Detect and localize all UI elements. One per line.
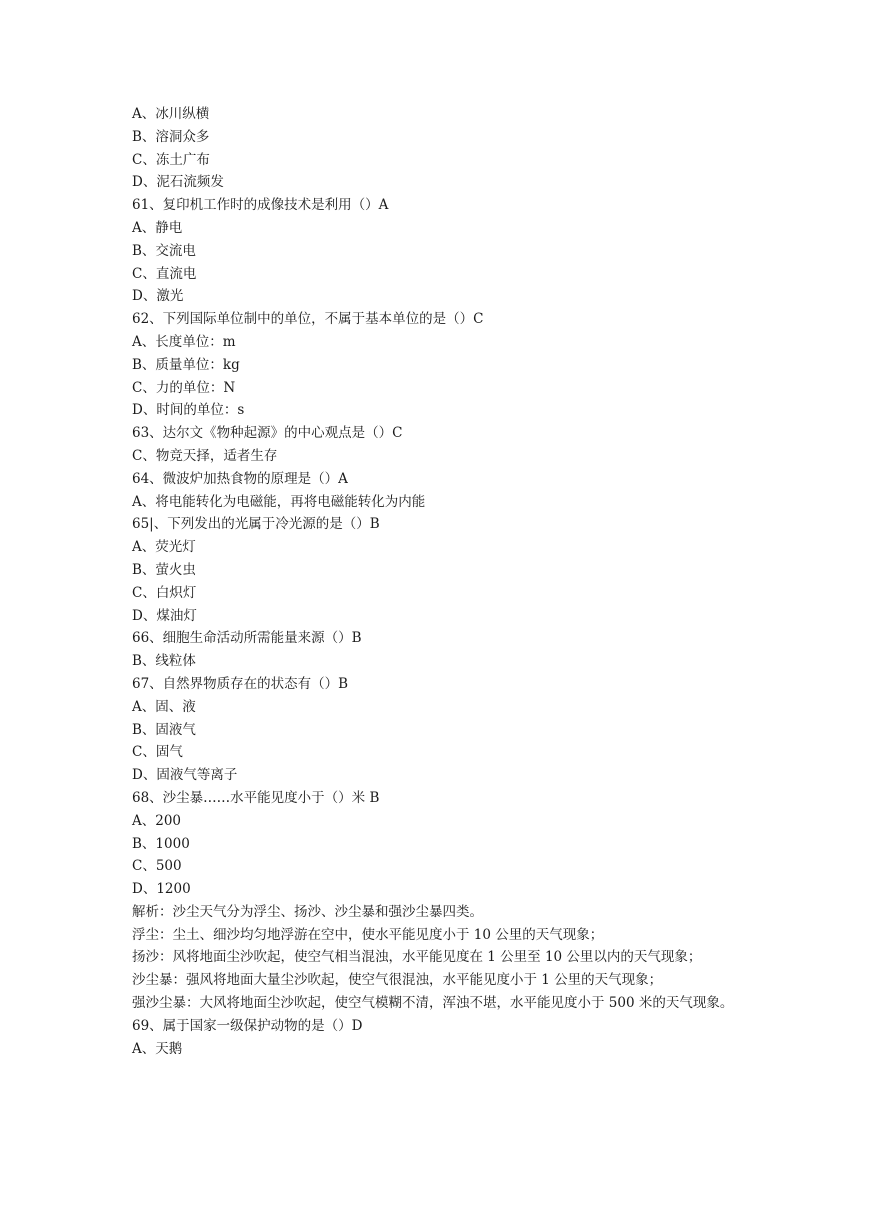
option-line: C、物竞天择，适者生存: [132, 447, 278, 464]
option-line: B、萤火虫: [132, 561, 196, 578]
option-line: B、溶洞众多: [132, 128, 210, 145]
question-69: 69、属于国家一级保护动物的是（）D: [132, 1017, 363, 1034]
document-text: [132, 103, 742, 1060]
option-line: D、固液气等离子: [132, 767, 238, 784]
question-67: 67、自然界物质存在的状态有（）B: [132, 675, 349, 692]
option-line: C、白炽灯: [132, 584, 197, 601]
question-61: 61、复印机工作时的成像技术是利用（）A: [132, 197, 389, 214]
option-line: A、长度单位：m: [132, 333, 236, 350]
option-line: D、煤油灯: [132, 607, 197, 624]
question-64: 64、微波炉加热食物的原理是（）A: [132, 470, 348, 487]
question-63: 63、达尔文《物种起源》的中心观点是（）C: [132, 425, 403, 442]
explanation-yangsha: 扬沙：风将地面尘沙吹起，使空气相当混浊，水平能见度在 1 公里至 10 公里以内的天气现象；: [132, 949, 702, 966]
question-66: 66、细胞生命活动所需能量来源（）B: [132, 630, 362, 647]
option-line: C、固气: [132, 744, 183, 761]
option-line: C、冻土广布: [132, 151, 210, 168]
option-line: C、500: [132, 858, 182, 875]
option-line: A、200: [132, 812, 182, 829]
option-line: B、固液气: [132, 721, 196, 738]
question-62: 62、下列国际单位制中的单位，不属于基本单位的是（）C: [132, 311, 484, 328]
explanation-fuchen: 浮尘：尘土、细沙均匀地浮游在空中，使水平能见度小于 10 公里的天气现象；: [132, 926, 604, 943]
option-line: B、线粒体: [132, 653, 196, 670]
option-line: C、直流电: [132, 265, 197, 282]
option-line: A、冰川纵横: [132, 106, 210, 122]
explanation-shachenbao: 沙尘暴：强风将地面大量尘沙吹起，使空气很混浊，水平能见度小于 1 公里的天气现象；: [132, 972, 663, 989]
option-line: D、泥石流频发: [132, 174, 224, 191]
explanation-heading: 解析：沙尘天气分为浮尘、扬沙、沙尘暴和强沙尘暴四类。: [132, 903, 483, 920]
explanation-qiangshachenbao: 强沙尘暴：大风将地面尘沙吹起，使空气模糊不清，浑浊不堪，水平能见度小于 500 米的天气现象。: [132, 995, 734, 1012]
option-line: A、静电: [132, 219, 183, 236]
option-line: A、固、液: [132, 698, 196, 715]
option-line: C、力的单位：N: [132, 379, 236, 396]
option-line: D、激光: [132, 288, 184, 305]
option-line: A、天鹅: [132, 1040, 183, 1057]
option-line: A、将电能转化为电磁能，再将电磁能转化为内能: [132, 493, 426, 510]
question-65: 65|、下列发出的光属于冷光源的是（）B: [132, 516, 380, 533]
option-line: B、质量单位：kg: [132, 356, 240, 373]
option-line: D、时间的单位：s: [132, 402, 245, 419]
option-line: A、荧光灯: [132, 539, 196, 556]
option-line: B、1000: [132, 835, 190, 852]
option-line: D、1200: [132, 881, 191, 898]
question-68: 68、沙尘暴……水平能见度小于（）米 B: [132, 789, 380, 806]
option-line: B、交流电: [132, 242, 196, 259]
